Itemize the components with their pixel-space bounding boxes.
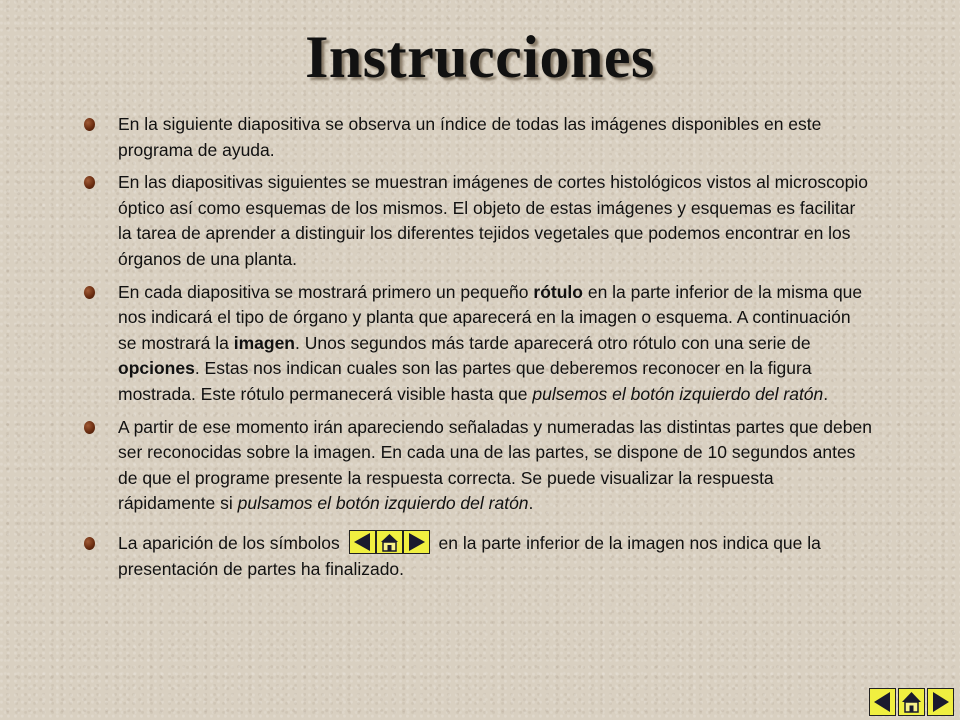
list-item xyxy=(82,170,872,272)
item-text: . Estas nos indican cuales son las partes que deberemos reconocer en la figura mostrada. Este rótulo permanecerá visible hasta que xyxy=(118,358,812,404)
home-icon xyxy=(899,689,924,715)
slide-title: Instrucciones xyxy=(305,24,655,90)
list-item xyxy=(82,531,872,582)
home-button[interactable] xyxy=(898,688,925,716)
item-text: . xyxy=(528,493,534,514)
list-item xyxy=(82,280,872,408)
item-text: En las diapositivas siguientes se muestran imágenes de cortes histológicos vistos al microscopio óptico así como esquemas de los mismos. El objeto de estas imágenes y esquemas es facilitar la tarea de aprender a distinguir los diferentes tejidos vegetales que podemos encontrar en los órganos de una planta. xyxy=(118,172,868,269)
bullet-icon xyxy=(84,176,95,189)
item-text: en la parte inferior de la imagen nos indica que la presentación de partes ha finalizado. xyxy=(118,532,821,579)
list-item xyxy=(82,112,872,163)
triangle-right-icon xyxy=(928,689,953,715)
emphasis-click: pulsemos el botón izquierdo del ratón xyxy=(532,383,824,404)
home-icon xyxy=(376,530,403,554)
next-slide-button[interactable] xyxy=(927,688,954,716)
triangle-right-icon xyxy=(403,530,430,554)
item-text: . xyxy=(823,383,829,404)
slide-navigation xyxy=(869,688,954,716)
keyword-opciones: opciones xyxy=(118,358,195,379)
triangle-left-icon xyxy=(870,689,895,715)
item-text: A partir de ese momento irán apareciendo señaladas y numeradas las distintas partes que deben ser reconocidas sobre la imagen. En cada una de las partes, se dispone de 10 segundos antes de que el programe presente la respuesta correcta. Se puede visualizar la respuesta rápidamente si xyxy=(118,416,872,514)
bullet-icon xyxy=(84,421,95,434)
item-text: La aparición de los símbolos xyxy=(118,532,340,553)
item-text: . Unos segundos más tarde aparecerá otro rótulo con una serie de xyxy=(295,332,811,353)
item-text: en la parte inferior de la misma que nos indicará el tipo de órgano y planta que aparecerá en la imagen o esquema. A continuación se mostrará la xyxy=(118,281,863,353)
emphasis-click: pulsamos el botón izquierdo del ratón xyxy=(237,493,529,514)
previous-slide-button[interactable] xyxy=(869,688,896,716)
triangle-left-icon xyxy=(349,530,376,554)
bullet-icon xyxy=(84,118,95,131)
list-item xyxy=(82,415,872,517)
item-text: En cada diapositiva se mostrará primero un pequeño xyxy=(118,281,534,302)
bullet-icon xyxy=(84,286,95,299)
keyword-imagen: imagen xyxy=(233,332,296,353)
item-text: En la siguiente diapositiva se observa un índice de todas las imágenes disponibles en este programa de ayuda. xyxy=(118,114,822,160)
inline-nav-symbols xyxy=(349,530,430,554)
instructions-list xyxy=(82,112,872,589)
keyword-rotulo: rótulo xyxy=(533,281,583,302)
bullet-icon xyxy=(84,537,95,550)
